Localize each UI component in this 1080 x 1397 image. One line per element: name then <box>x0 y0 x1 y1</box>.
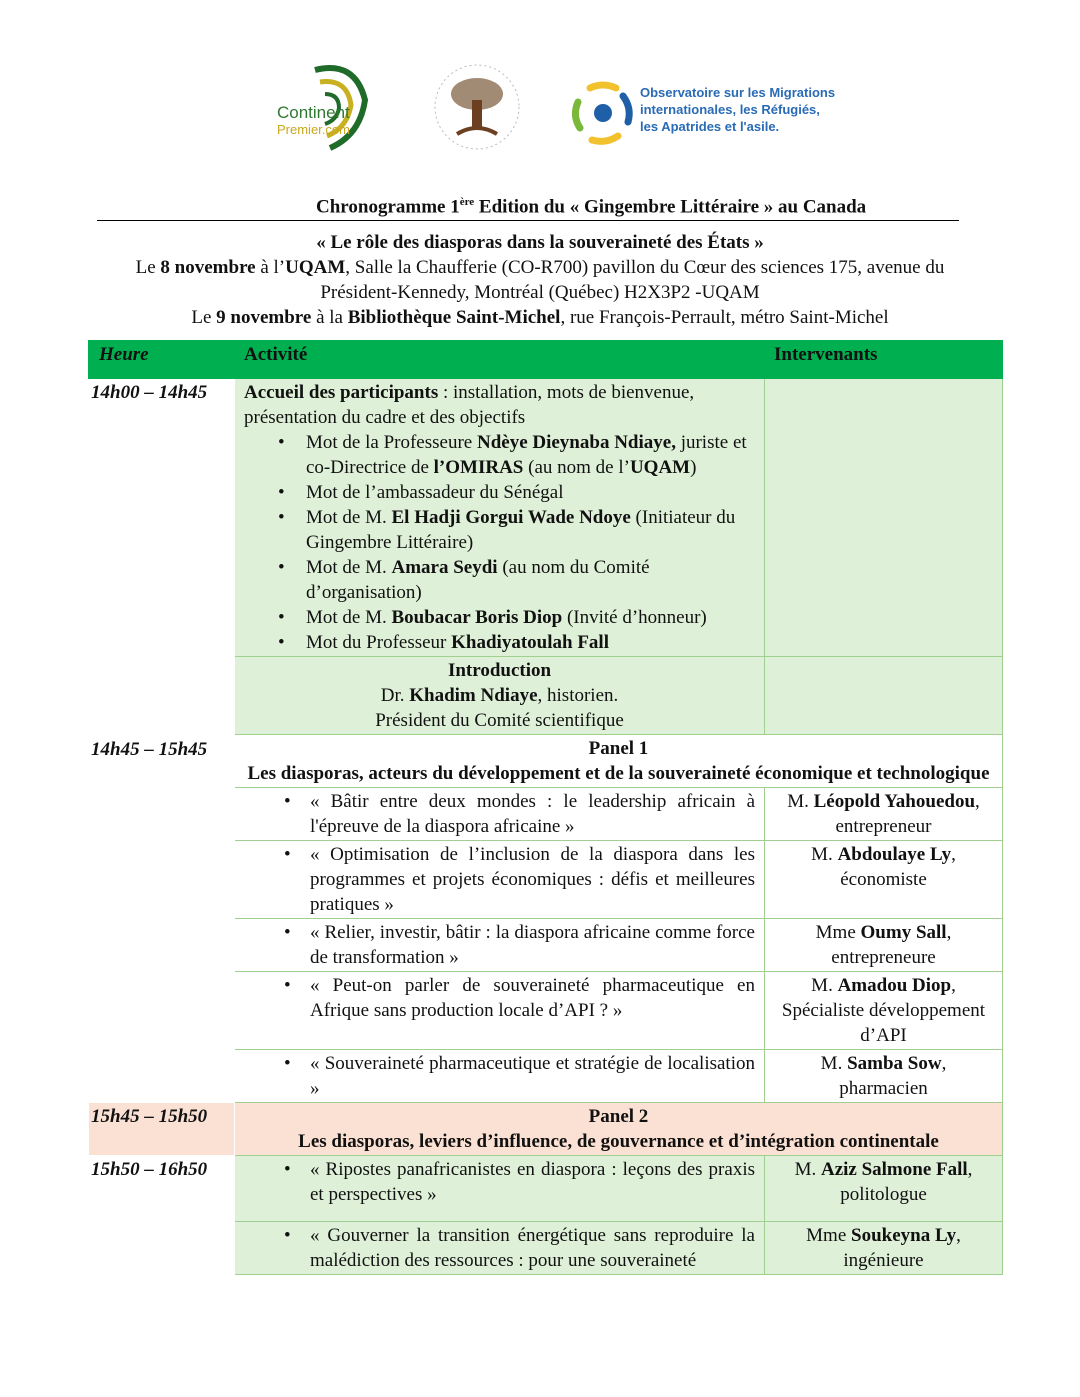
row-introduction <box>89 657 1003 735</box>
svg-text:Premier.com: Premier.com <box>277 122 350 137</box>
text: Mot du Professeur <box>306 632 452 653</box>
list-item <box>306 505 755 555</box>
svg-text:Continent: Continent <box>277 103 350 122</box>
text: M. <box>794 1159 821 1180</box>
text: Mme <box>815 922 861 943</box>
text: M. <box>787 791 814 812</box>
panel-title: Panel 2 <box>588 1106 649 1127</box>
talk-title-cell <box>235 788 765 841</box>
debrouillart-tree-logo <box>432 62 522 152</box>
title-divider <box>97 220 959 221</box>
speaker-role: entrepreneure <box>831 947 936 968</box>
bold-text: « Le rôle des diasporas dans la souveraineté des États » <box>316 232 764 253</box>
talk-title-cell <box>235 1222 765 1275</box>
talk-title-cell <box>235 919 765 972</box>
text: Le <box>191 307 217 328</box>
talk-title: • « Bâtir entre deux mondes : le leadership africain à l'épreuve de la diaspora africaine » <box>244 789 755 839</box>
speaker-list <box>306 430 755 655</box>
bold-text: Amadou Diop <box>837 975 952 996</box>
text: à l’ <box>255 257 286 278</box>
rich-text <box>787 791 980 812</box>
event-info <box>60 230 1020 330</box>
rich-text <box>320 282 759 303</box>
activity-cell <box>235 657 765 735</box>
text: , <box>946 922 952 943</box>
bold-text: Ndèye Dieynaba Ndiaye, <box>476 432 676 453</box>
talk-title: • « Peut-on parler de souveraineté pharmaceutique en Afrique sans production locale d’API ? » <box>244 973 755 1023</box>
bold-text: UQAM <box>285 257 346 278</box>
logo-bar <box>0 60 1080 160</box>
text: , <box>951 975 956 996</box>
speaker-role: économiste <box>840 869 927 890</box>
text: , <box>967 1159 973 1180</box>
rich-text <box>191 307 888 328</box>
panel-subtitle: Les diasporas, acteurs du développement et de la souveraineté économique et technologique <box>247 763 990 784</box>
speaker-role: ingénieure <box>843 1250 924 1271</box>
bold-text: Aziz Salmone Fall <box>820 1159 968 1180</box>
text: , historien. <box>537 685 619 706</box>
text: (au nom du Comité d’organisation) <box>306 557 650 603</box>
talk-speaker-cell <box>765 1222 1003 1275</box>
talk-title: • « Souveraineté pharmaceutique et stratégie de localisation » <box>244 1051 755 1101</box>
text: , <box>956 1225 961 1246</box>
rich-text <box>316 232 764 253</box>
text: Mot de M. <box>306 507 392 528</box>
text: M. <box>811 975 838 996</box>
bold-text: Léopold Yahouedou <box>813 791 976 812</box>
rich-text <box>306 507 735 553</box>
bold-text: Accueil des participants <box>244 382 439 403</box>
bold-text: 8 novembre <box>160 257 256 278</box>
text: Le <box>135 257 161 278</box>
text: (Invité d’honneur) <box>562 607 707 628</box>
intro-speaker <box>244 683 755 708</box>
rich-text <box>306 632 609 653</box>
speaker-name <box>774 842 993 867</box>
bold-text: Soukeyna Ly <box>851 1225 957 1246</box>
talk-title-cell <box>235 1156 765 1222</box>
rich-text <box>381 685 619 706</box>
bold-text: Khadim Ndiaye <box>409 685 538 706</box>
bold-text: El Hadji Gorgui Wade Ndoye <box>391 507 631 528</box>
talk-title: • « Ripostes panafricanistes en diaspora : leçons des praxis et perspectives » <box>244 1157 755 1207</box>
text: M. <box>820 1053 848 1074</box>
list-item <box>306 555 755 605</box>
text: ) <box>690 457 697 478</box>
text: (au nom de l’ <box>523 457 630 478</box>
talk-speaker-cell <box>765 1156 1003 1222</box>
bold-text: Amara Seydi <box>391 557 498 578</box>
intro-title: Introduction <box>447 660 552 681</box>
speaker-cell <box>765 657 1003 735</box>
talk-title: • « Optimisation de l’inclusion de la diaspora dans les programmes et projets économiques : défis et meilleures pratiques » <box>244 842 755 917</box>
talk-title-cell <box>235 1050 765 1103</box>
rich-text <box>795 1159 973 1180</box>
bold-text: l’OMIRAS <box>433 457 524 478</box>
rich-text <box>306 607 707 628</box>
logo-line: internationales, les Réfugiés, <box>640 102 820 117</box>
rich-text <box>811 844 956 865</box>
talk-title-cell <box>235 841 765 919</box>
list-item <box>306 480 755 505</box>
rich-text <box>306 432 747 478</box>
info-line <box>60 305 1020 330</box>
text: à la <box>311 307 348 328</box>
text: M. <box>811 844 838 865</box>
talk-speaker-cell <box>765 841 1003 919</box>
rich-text <box>306 482 563 503</box>
text: : installation, mots de bienvenue, présentation du cadre et des objectifs <box>244 382 695 428</box>
time-cell: 15h45 – 15h50 <box>89 1103 235 1156</box>
rich-text <box>806 1225 961 1246</box>
info-line <box>60 230 1020 255</box>
speaker-cell <box>765 379 1003 657</box>
table-header-row <box>89 341 1003 379</box>
speaker-role: politologue <box>840 1184 927 1205</box>
text: , <box>951 844 956 865</box>
row-panel2 <box>89 1103 1003 1156</box>
schedule-table <box>88 340 1003 1275</box>
time-cell <box>89 1222 235 1275</box>
speaker-name <box>774 1223 993 1248</box>
panel-heading <box>235 735 1003 788</box>
text: Mot de M. <box>306 557 392 578</box>
bold-text: Khadiyatoulah Fall <box>451 632 609 653</box>
rich-text <box>244 382 694 428</box>
text: Mot de M. <box>306 607 392 628</box>
rich-text <box>306 557 650 603</box>
talk-row <box>89 1222 1003 1275</box>
omiras-logo <box>568 78 638 148</box>
activity-cell <box>235 379 765 657</box>
document-title: Chronogramme 1ère Edition du « Gingembre Littéraire » au Canada <box>316 196 867 218</box>
bold-text: 9 novembre <box>216 307 312 328</box>
speaker-name <box>774 973 993 998</box>
talk-speaker-cell <box>765 919 1003 972</box>
text: (Initiateur du Gingembre Littéraire) <box>306 507 736 553</box>
talk-speaker-cell <box>765 1050 1003 1103</box>
header-activite: Activité <box>235 341 765 379</box>
info-line <box>60 280 1020 305</box>
bold-text: Samba Sow <box>847 1053 942 1074</box>
omiras-logo-text <box>640 84 835 135</box>
speaker-name <box>774 920 993 945</box>
header-heure: Heure <box>89 341 235 379</box>
talk-speaker-cell <box>765 788 1003 841</box>
text: , <box>975 791 980 812</box>
rich-text <box>811 975 956 996</box>
bold-text: UQAM <box>629 457 691 478</box>
logo-line: Observatoire sur les Migrations <box>640 85 836 100</box>
time-cell: 15h50 – 16h50 <box>89 1156 235 1222</box>
speaker-name <box>774 789 993 814</box>
list-item <box>306 630 755 655</box>
rich-text <box>136 257 945 278</box>
speaker-name <box>774 1157 993 1182</box>
bold-text: Boubacar Boris Diop <box>391 607 563 628</box>
bold-text: Oumy Sall <box>860 922 947 943</box>
speaker-role: Spécialiste développement d’API <box>781 1000 986 1046</box>
text: , Salle la Chaufferie (CO-R700) pavillon du Cœur des sciences 175, avenue du <box>345 257 945 278</box>
text: Président-Kennedy, Montréal (Québec) H2X3P2 -UQAM <box>320 282 760 303</box>
continent-premier-logo <box>275 60 375 155</box>
info-line <box>60 255 1020 280</box>
row-accueil <box>89 379 1003 657</box>
speaker-name <box>774 1051 993 1076</box>
talk-title: • « Gouverner la transition énergétique sans reproduire la malédiction des ressources : pour une souveraineté <box>244 1223 755 1273</box>
text: Mme <box>806 1225 852 1246</box>
rich-text <box>821 1053 947 1074</box>
time-cell: 14h45 – 15h45 <box>89 657 235 1103</box>
speaker-role: pharmacien <box>839 1078 928 1099</box>
list-item <box>306 430 755 480</box>
panel-title: Panel 1 <box>588 738 649 759</box>
talk-row <box>89 1156 1003 1222</box>
text: juriste et co-Directrice de <box>306 432 747 478</box>
speaker-role: entrepreneur <box>835 816 932 837</box>
panel-subtitle: Les diasporas, leviers d’influence, de gouvernance et d’intégration continentale <box>298 1131 939 1152</box>
text: , <box>941 1053 947 1074</box>
text: , rue François-Perrault, métro Saint-Michel <box>560 307 889 328</box>
time-cell: 14h00 – 14h45 <box>89 379 235 657</box>
talk-title-cell <box>235 972 765 1050</box>
header-intervenants: Intervenants <box>765 341 1003 379</box>
rich-text <box>816 922 952 943</box>
activity-intro <box>244 380 755 430</box>
logo-line: les Apatrides et l'asile. <box>640 119 780 134</box>
intro-role: Président du Comité scientifique <box>375 710 624 731</box>
panel-heading <box>235 1103 1003 1156</box>
talk-title: • « Relier, investir, bâtir : la diaspora africaine comme force de transformation » <box>244 920 755 970</box>
bold-text: Abdoulaye Ly <box>837 844 952 865</box>
text: Mot de l’ambassadeur du Sénégal <box>306 482 564 503</box>
text: Mot de la Professeure <box>306 432 477 453</box>
list-item <box>306 605 755 630</box>
text: Dr. <box>380 685 410 706</box>
talk-speaker-cell <box>765 972 1003 1050</box>
bold-text: Bibliothèque Saint-Michel <box>347 307 561 328</box>
